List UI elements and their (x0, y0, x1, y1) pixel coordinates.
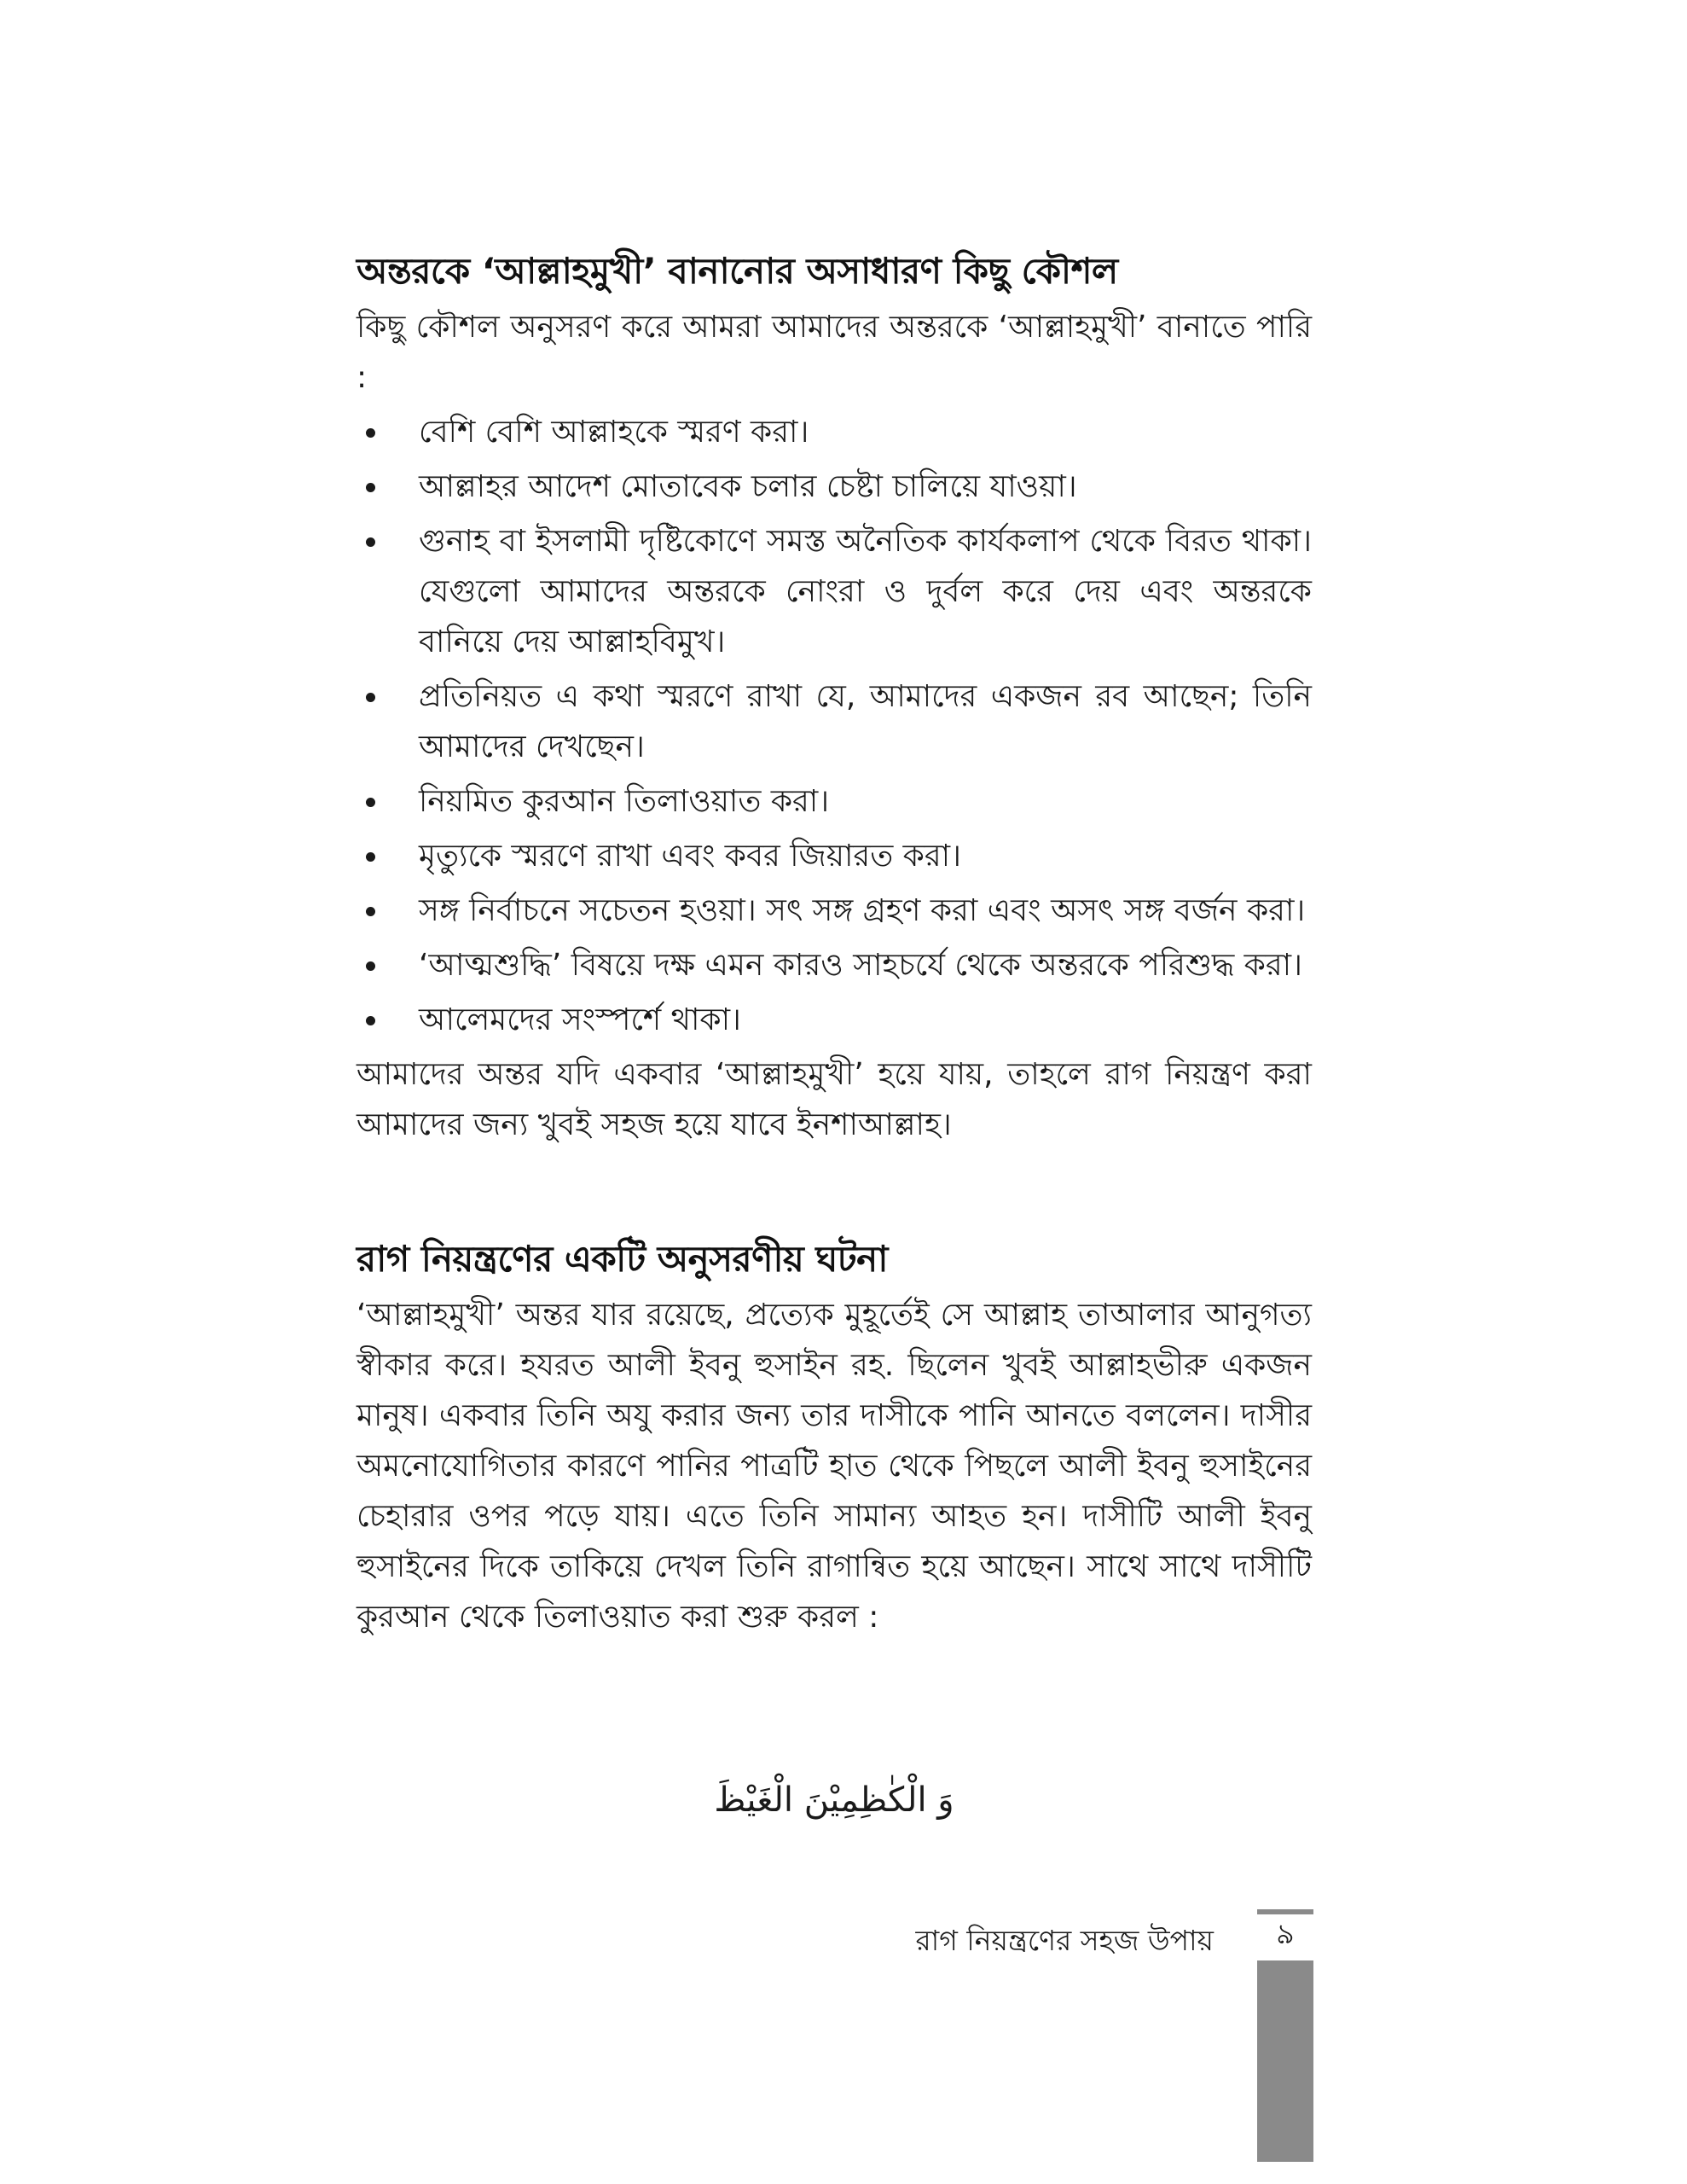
bullet-icon (366, 852, 375, 862)
list-item: নিয়মিত কুরআন তিলাওয়াত করা। (357, 776, 1312, 827)
list-item: আলেমদের সংস্পর্শে থাকা। (357, 995, 1312, 1045)
bullet-icon (366, 428, 375, 438)
techniques-list (357, 407, 1312, 1045)
arabic-quote: وَ الْكٰظِمِیْنَ الْغَیْظَ (714, 1780, 954, 1820)
bullet-icon (366, 693, 375, 702)
techniques-conclusion: আমাদের অন্তর যদি একবার ‘আল্লাহমুখী’ হয়ে যায়, তাহলে রাগ নিয়ন্ত্রণ করা আমাদের জন্য খুবই সহজ হয়ে যাবে ইনশাআল্লাহ। (357, 1057, 1312, 1142)
bullet-icon (366, 961, 375, 971)
page-content (357, 241, 1312, 1642)
list-item: গুনাহ বা ইসলামী দৃষ্টিকোণে সমস্ত অনৈতিক কার্যকলাপ থেকে বিরত থাকা। যেগুলো আমাদের অন্তরকে নোংরা ও দুর্বল করে দেয় এবং অন্তরকে বানিয়ে দেয় আল্লাহবিমুখ। (357, 516, 1312, 667)
incident-body: ‘আল্লাহমুখী’ অন্তর যার রয়েছে, প্রত্যেক মুহূর্তেই সে আল্লাহ তাআলার আনুগত্য স্বীকার করে। হযরত আলী ইবনু হুসাইন রহ. ছিলেন খুবই আল্লাহভীরু একজন মানুষ। একবার তিনি অযু করার জন্য তার দাসীকে পানি আনতে বললেন। দাসীর অমনোযোগিতার কারণে পানির পাত্রটি হাত থেকে পিছলে আলী ইবনু হুসাইনের চেহারার ওপর পড়ে যায়। এতে তিনি সামান্য আহত হন। দাসীটি আলী ইবনু হুসাইনের দিকে তাকিয়ে দেখল তিনি রাগান্বিত হয়ে আছেন। সাথে সাথে দাসীটি কুরআন থেকে তিলাওয়াত করা শুরু করল : (357, 1298, 1312, 1635)
footer-book-title: রাগ নিয়ন্ত্রণের সহজ উপায় (915, 1924, 1214, 1957)
techniques-intro: কিছু কৌশল অনুসরণ করে আমরা আমাদের অন্তরকে ‘আল্লাহমুখী’ বানাতে পারি : (357, 310, 1312, 395)
list-item: সঙ্গ নির্বাচনে সচেতন হওয়া। সৎ সঙ্গ গ্রহণ করা এবং অসৎ সঙ্গ বর্জন করা। (357, 886, 1312, 936)
page-number: ৯ (1276, 1917, 1295, 1950)
bullet-icon (366, 537, 375, 547)
bullet-icon (366, 483, 375, 492)
page-side-tab (1257, 1960, 1313, 2162)
list-item: বেশি বেশি আল্লাহকে স্মরণ করা। (357, 407, 1312, 457)
list-item: প্রতিনিয়ত এ কথা স্মরণে রাখা যে, আমাদের একজন রব আছেন; তিনি আমাদের দেখছেন। (357, 671, 1312, 772)
bullet-icon (366, 798, 375, 807)
section-heading-techniques: অন্তরকে ‘আল্লাহমুখী’ বানানোর অসাধারণ কিছু কৌশল (357, 250, 1118, 292)
bullet-icon (366, 1016, 375, 1025)
section-heading-incident: রাগ নিয়ন্ত্রণের একটি অনুসরণীয় ঘটনা (357, 1238, 888, 1280)
list-item: ‘আত্মশুদ্ধি’ বিষয়ে দক্ষ এমন কারও সাহচর্যে থেকে অন্তরকে পরিশুদ্ধ করা। (357, 940, 1312, 990)
bullet-icon (366, 907, 375, 916)
list-item: আল্লাহর আদেশ মোতাবেক চলার চেষ্টা চালিয়ে যাওয়া। (357, 462, 1312, 512)
list-item: মৃত্যুকে স্মরণে রাখা এবং কবর জিয়ারত করা। (357, 831, 1312, 881)
